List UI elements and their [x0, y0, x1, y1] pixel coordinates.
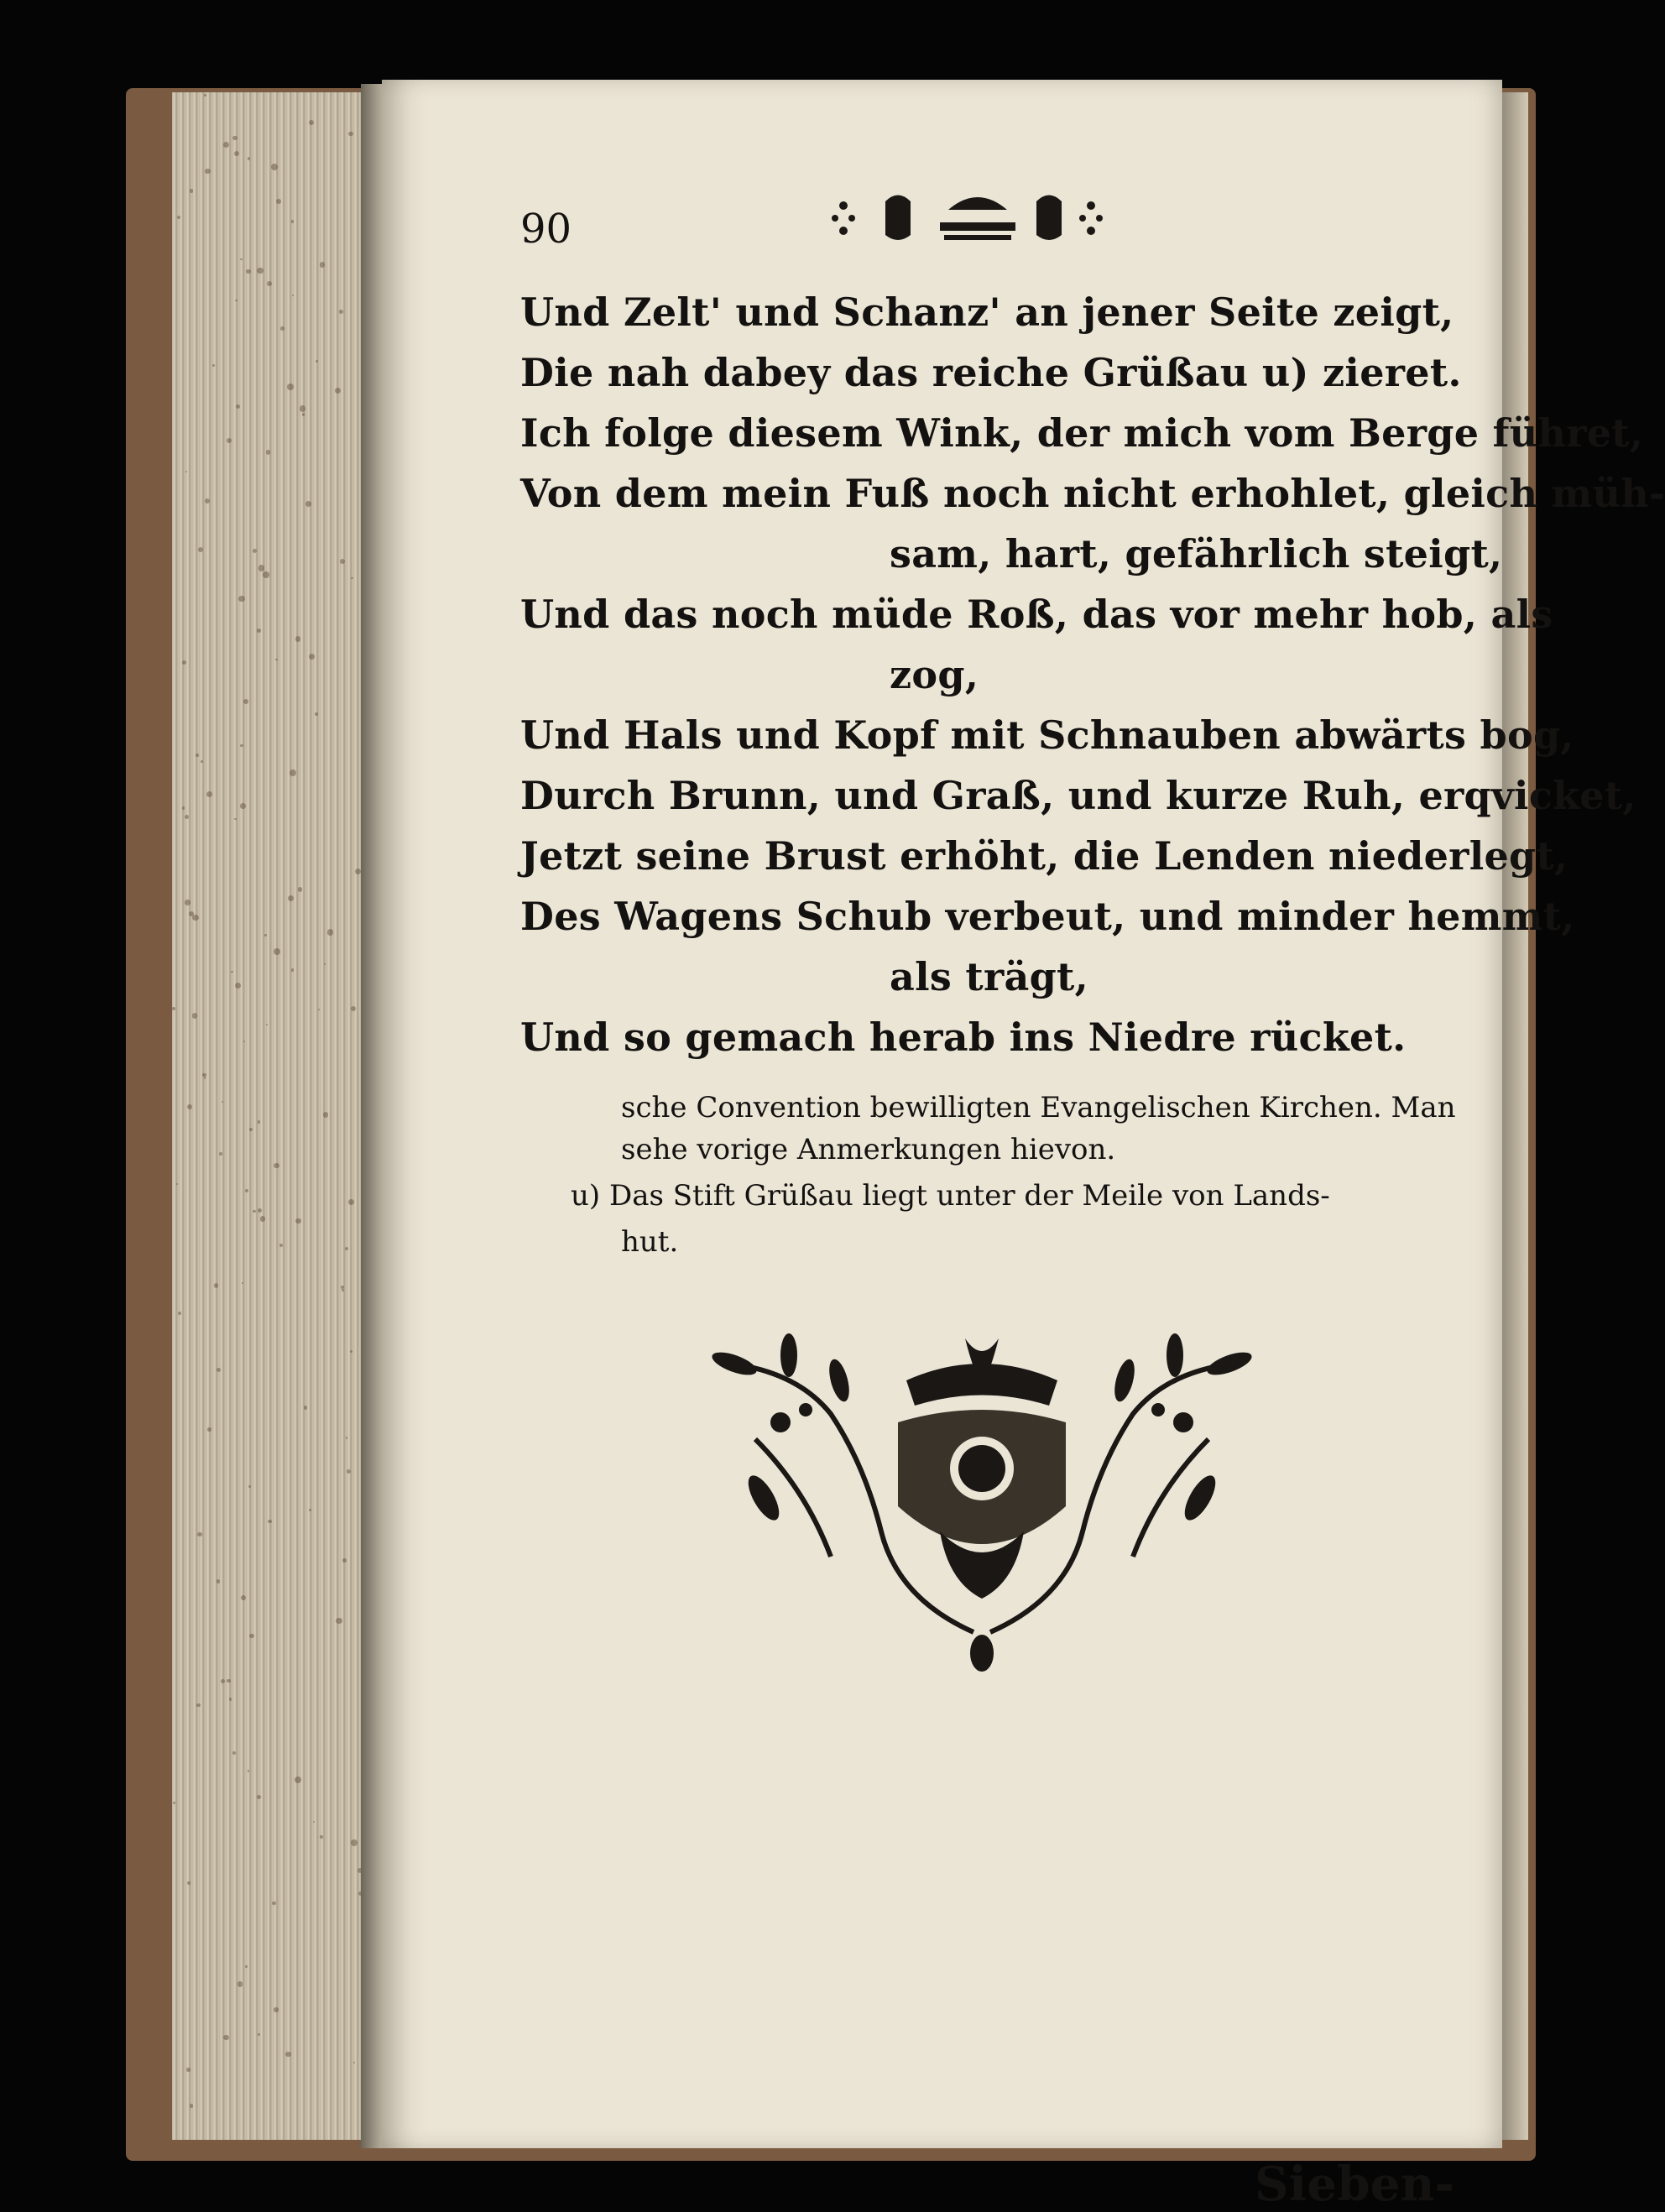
edge-speckle [249, 1634, 254, 1639]
edge-speckle [237, 1981, 243, 1986]
edge-speckle [342, 1289, 343, 1291]
edge-speckle [315, 712, 317, 715]
edge-speckle [279, 1244, 283, 1247]
edge-speckle [295, 636, 300, 641]
edge-speckle [176, 1183, 178, 1185]
edge-speckle [240, 258, 243, 261]
edge-speckle [342, 1558, 347, 1562]
edge-speckle [274, 1163, 279, 1168]
verse-line: Ich folge diesem Wink, der mich vom Berge führet, [520, 410, 1644, 456]
edge-speckle [232, 136, 237, 140]
edge-speckle [173, 1802, 175, 1804]
footnote-line: u) Das Stift Grüßau liegt unter der Meile von Lands- [571, 1179, 1330, 1213]
edge-speckle [236, 404, 240, 409]
edge-speckle [258, 1120, 260, 1123]
edge-speckle [232, 1751, 236, 1755]
edge-speckle [205, 169, 211, 175]
edge-speckle [300, 405, 306, 412]
edge-speckle [219, 1152, 222, 1156]
edge-speckle [235, 983, 242, 989]
edge-speckle [291, 220, 295, 223]
edge-speckle [241, 1595, 246, 1600]
verse-line: Und Zelt' und Schanz' an jener Seite zeigt, [520, 290, 1454, 335]
edge-speckle [223, 142, 229, 148]
edge-speckle [316, 360, 318, 363]
edge-speckle [348, 1199, 354, 1205]
edge-speckle [292, 295, 294, 296]
edge-speckle [190, 2104, 194, 2108]
edge-speckle [320, 262, 325, 267]
verse-line: als trägt, [890, 954, 1088, 999]
edge-speckle [234, 818, 236, 820]
edge-speckle [182, 806, 185, 809]
edge-speckle [320, 1835, 323, 1839]
edge-speckle [187, 1881, 191, 1885]
edge-speckle [185, 900, 191, 905]
verse-line: Und Hals und Kopf mit Schnauben abwärts bog, [520, 712, 1574, 758]
edge-speckle [172, 1007, 175, 1010]
edge-speckle [185, 471, 187, 472]
edge-speckle [295, 1776, 301, 1783]
edge-speckle [309, 654, 315, 660]
edge-speckle [257, 1795, 261, 1799]
edge-speckle [268, 1520, 271, 1523]
verse-line: Des Wagens Schub verbeut, und minder hemmt, [520, 894, 1575, 939]
edge-speckle [274, 2007, 278, 2011]
decorative-vignette-icon [688, 1330, 1276, 1691]
edge-speckle [313, 1821, 316, 1823]
edge-speckle [345, 1247, 349, 1251]
edge-speckle [305, 501, 311, 507]
edge-speckle [182, 660, 186, 665]
edge-speckle [248, 157, 250, 159]
edge-speckle [177, 216, 180, 219]
page-number: 90 [520, 206, 572, 253]
edge-speckle [192, 1013, 197, 1018]
edge-speckle [295, 1218, 300, 1223]
edge-speckle [287, 383, 294, 390]
edge-speckle [309, 1509, 311, 1511]
edge-speckle [197, 1532, 202, 1537]
edge-speckle [351, 577, 352, 579]
edge-speckle [309, 120, 314, 125]
edge-speckle [351, 1839, 358, 1846]
edge-speckle [339, 310, 343, 314]
verse-line: Durch Brunn, und Graß, und kurze Ruh, erqvicket, [520, 773, 1636, 818]
edge-speckle [190, 189, 194, 193]
catchword: Sieben- [1255, 2157, 1455, 2212]
edge-speckle [258, 565, 265, 571]
edge-speckle [201, 760, 203, 763]
edge-speckle [185, 815, 189, 819]
edge-speckle [196, 754, 198, 756]
edge-speckle [238, 596, 244, 602]
edge-speckle [231, 971, 233, 973]
edge-speckle [221, 1679, 225, 1683]
edge-speckle [187, 1104, 192, 1109]
edge-speckle [214, 1283, 218, 1287]
edge-speckle [249, 1128, 253, 1131]
edge-speckle [227, 438, 232, 443]
verse-line: Jetzt seine Brust erhöht, die Lenden niederlegt, [520, 833, 1568, 879]
edge-speckle [186, 2068, 191, 2072]
edge-speckle [258, 1208, 262, 1213]
edge-speckle [217, 1579, 220, 1583]
edge-speckle [291, 968, 295, 972]
edge-speckle [243, 699, 248, 704]
edge-speckle [341, 1286, 345, 1290]
page-edge-stack [172, 92, 380, 2140]
edge-speckle [222, 1101, 223, 1103]
edge-speckle [288, 895, 294, 901]
edge-speckle [336, 1618, 342, 1625]
edge-speckle [323, 1112, 329, 1118]
edge-speckle [290, 770, 296, 776]
footnote-line: sehe vorige Anmerkungen hievon. [621, 1133, 1116, 1166]
edge-speckle [246, 269, 251, 274]
verse-line: Und so gemach herab ins Niedre rücket. [520, 1015, 1407, 1060]
edge-speckle [346, 1437, 348, 1439]
edge-speckle [347, 1469, 351, 1474]
edge-speckle [223, 2035, 228, 2040]
edge-speckle [327, 929, 334, 936]
edge-speckle [272, 1902, 276, 1906]
edge-speckle [267, 281, 272, 286]
edge-speckle [260, 1216, 265, 1221]
edge-speckle [340, 559, 345, 564]
edge-speckle [350, 1350, 352, 1353]
edge-speckle [240, 744, 243, 748]
edge-speckle [274, 948, 279, 954]
edge-speckle [318, 1009, 320, 1010]
edge-speckle [348, 132, 352, 136]
edge-speckle [245, 1965, 248, 1968]
edge-speckle [235, 300, 237, 302]
edge-speckle [280, 326, 284, 331]
edge-speckle [202, 1073, 206, 1077]
edge-speckle [253, 549, 257, 553]
verse-line: zog, [890, 652, 979, 697]
edge-speckle [212, 364, 215, 367]
edge-speckle [271, 164, 278, 170]
edge-speckle [264, 934, 267, 936]
edge-speckle [276, 199, 281, 204]
edge-speckle [248, 1770, 250, 1772]
verse-line: Die nah dabey das reiche Grüßau u) zieret. [520, 350, 1462, 395]
edge-speckle [263, 571, 269, 577]
facing-page-edge [1501, 92, 1528, 2140]
verse-line: Von dem mein Fuß noch nicht erhohlet, gleich müh- [520, 471, 1665, 516]
edge-speckle [196, 1703, 201, 1708]
edge-speckle [266, 1024, 268, 1025]
edge-speckle [275, 659, 277, 660]
edge-speckle [234, 151, 239, 156]
edge-speckle [243, 1041, 245, 1042]
edge-speckle [204, 1077, 206, 1079]
edge-speckle [258, 2033, 260, 2036]
footnote-line: sche Convention bewilligten Evangelischen Kirchen. Man [621, 1091, 1456, 1124]
edge-speckle [304, 1406, 307, 1409]
edge-speckle [207, 1427, 211, 1431]
header-ornament-icon [827, 185, 1112, 252]
edge-speckle [257, 268, 263, 274]
edge-speckle [248, 1485, 251, 1488]
edge-speckle [266, 450, 270, 454]
book-page [382, 80, 1665, 2212]
footnote-line: hut. [621, 1225, 679, 1259]
edge-speckle [302, 413, 305, 415]
edge-speckle [351, 1006, 357, 1012]
edge-speckle [353, 2062, 355, 2063]
edge-speckle [206, 791, 212, 797]
edge-speckle [324, 963, 326, 965]
edge-speckle [242, 1282, 243, 1284]
edge-speckle [245, 1189, 249, 1193]
edge-speckle [253, 1210, 255, 1213]
edge-speckle [298, 887, 302, 891]
edge-speckle [229, 1698, 232, 1700]
edge-speckle [192, 915, 198, 921]
edge-speckle [204, 94, 206, 97]
edge-speckle [178, 1312, 181, 1315]
edge-speckle [257, 629, 261, 633]
edge-speckle [198, 547, 203, 552]
edge-speckle [335, 388, 341, 394]
edge-speckle [217, 1368, 221, 1372]
edge-speckle [240, 803, 246, 809]
verse-line: sam, hart, gefährlich steigt, [890, 531, 1503, 576]
verse-line: Und das noch müde Roß, das vor mehr hob, als [520, 592, 1553, 637]
edge-speckle [227, 1679, 230, 1682]
edge-speckle [205, 498, 210, 503]
edge-speckle [285, 2052, 290, 2057]
